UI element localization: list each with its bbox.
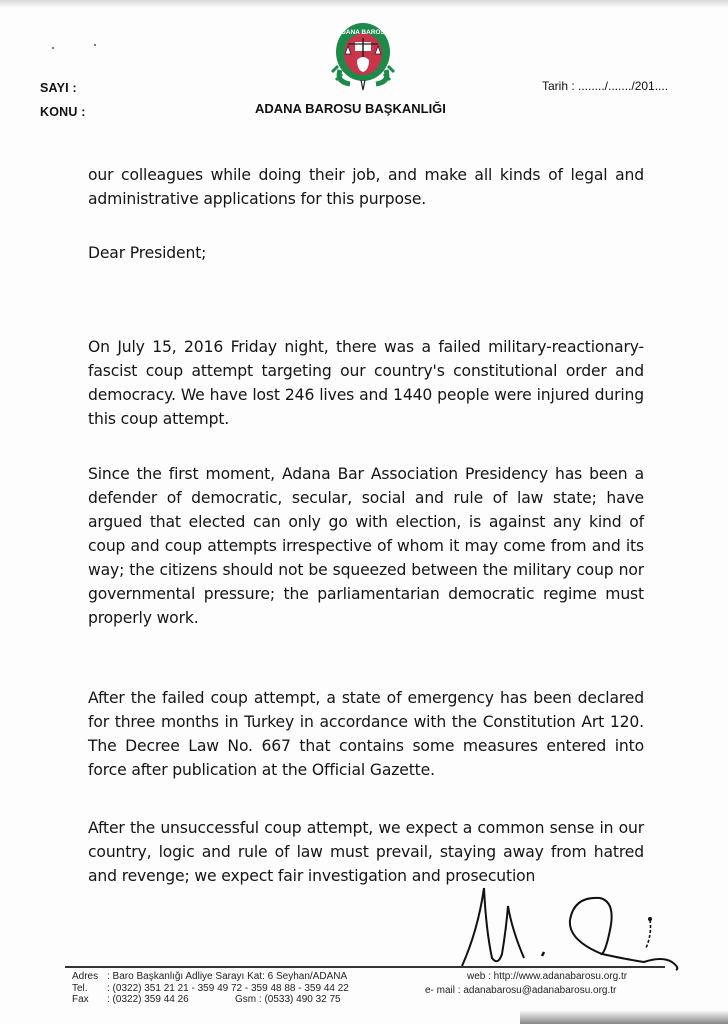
footer-contact-block (72, 971, 349, 1006)
tel-label: Tel. (72, 982, 88, 994)
konu-label: KONU : (40, 105, 86, 119)
fax-label: Fax (72, 994, 89, 1005)
scan-speck (94, 44, 96, 46)
paragraph-state-of-emergency (88, 686, 644, 782)
gsm-value: Gsm : (0533) 490 32 75 (235, 994, 341, 1005)
footer-email[interactable]: e- mail : adanabarosu@adanabarosu.org.tr (425, 985, 617, 996)
scan-bottom-shadow (520, 1010, 728, 1024)
scan-speck (52, 47, 54, 49)
tel-value: : (0322) 351 21 21 - 359 49 72 - 359 48 88 - 359 44 22 (107, 982, 349, 994)
paragraph-bar-position (88, 462, 644, 630)
footer-address (72, 971, 349, 983)
footer-web[interactable]: web : http://www.adanabarosu.org.tr (467, 971, 628, 982)
footer-tel (72, 983, 349, 995)
paragraph-text: On July 15, 2016 Friday night, there was a failed military-reactionary-fascist coup attempt targeting our country's constitutional order and democracy. We have lost 246 lives and 1440 people were injured during this coup attempt. (88, 338, 644, 428)
scan-top-shadow (0, 0, 728, 8)
adana-barosu-seal-icon (328, 20, 398, 92)
salutation-text: Dear President; (88, 244, 207, 262)
paragraph-text: After the failed coup attempt, a state of emergency has been declared for three months in Turkey in accordance with the Constitution Art 120. The Decree Law No. 667 that contains some measures entered into force after publication at the Official Gazette. (88, 689, 644, 779)
svg-text:ADANA BAROSU: ADANA BAROSU (336, 29, 390, 36)
paragraph-continuation (88, 163, 644, 211)
paragraph-text: our colleagues while doing their job, and make all kinds of legal and administrative applications for this purpose. (88, 166, 644, 208)
footer-divider (65, 966, 665, 968)
paragraph-coup-attempt (88, 335, 644, 431)
handwritten-signature-icon (440, 870, 728, 980)
date-field: Tarih : ......../......./201.... (542, 79, 669, 93)
footer-fax (72, 994, 349, 1006)
address-value: : Baro Başkanlığı Adliye Sarayı Kat: 6 Seyhan/ADANA (107, 971, 348, 982)
salutation (88, 241, 644, 265)
sayi-label: SAYI : (40, 81, 77, 95)
address-label: Adres (72, 971, 99, 982)
fax-value: : (0322) 359 44 26 (107, 994, 189, 1005)
paragraph-text: Since the first moment, Adana Bar Association Presidency has been a defender of democratic, secular, social and rule of law state; have argued that elected can only go with election, is against any kind of coup and coup attempts irrespective of whom it may come from and its way; the citizens should not be squeezed between the military coup nor governmental pressure; the parliamentarian democratic regime must properly work. (88, 465, 644, 627)
letterhead-title: ADANA BAROSU BAŞKANLIĞI (255, 101, 446, 116)
paragraph-text: After the unsuccessful coup attempt, we expect a common sense in our country, logic and rule of law must prevail, staying away from hatred and revenge; we expect fair investigation and prosecution (88, 819, 644, 885)
